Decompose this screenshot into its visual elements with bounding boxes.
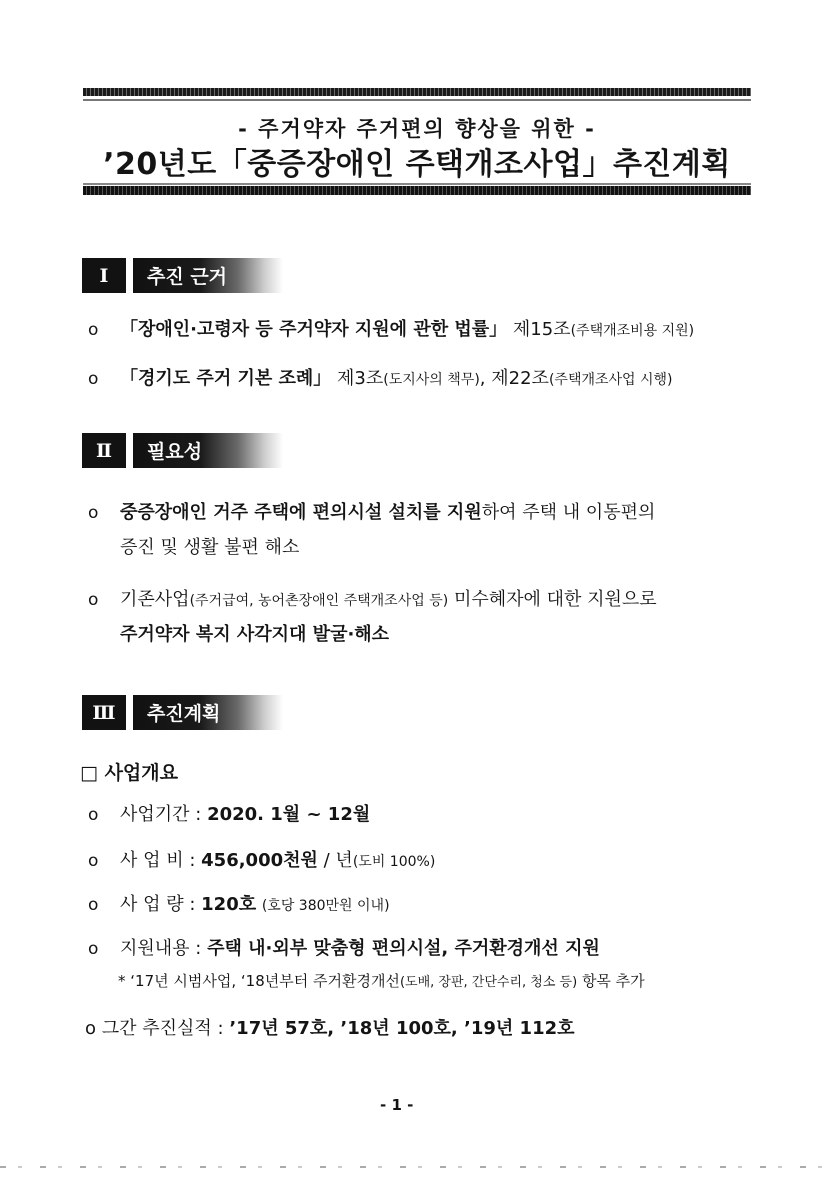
necessity-item-1: o 중증장애인 거주 주택에 편의시설 설치를 지원하여 주택 내 이동편의 [88, 502, 656, 523]
plan-item-period: o 사업기간 : 2020. 1월 ~ 12월 [88, 804, 371, 825]
necessity-item-1-cont: 증진 및 생활 불편 해소 [120, 537, 300, 558]
header-top-rule [83, 88, 751, 96]
section-title: 필요성 [133, 433, 283, 468]
section-2-heading [82, 433, 283, 468]
header-top-thin-rule [83, 99, 751, 101]
header-bottom-rule [83, 186, 751, 195]
section-1-heading [82, 258, 283, 293]
document-subtitle: - 주거약자 주거편의 향상을 위한 - [238, 117, 596, 141]
plan-item-content: o 지원내용 : 주택 내·외부 맞춤형 편의시설, 주거환경개선 지원 [88, 938, 600, 959]
section-number: Ⅰ [82, 258, 126, 293]
section-number: Ⅲ [82, 695, 126, 730]
necessity-item-2: o 기존사업(주거급여, 농어촌장애인 주택개조사업 등) 미수혜자에 대한 지원으로 [88, 589, 657, 610]
plan-item-quantity: o 사 업 량 : 120호 (호당 380만원 이내) [88, 894, 390, 915]
page-number: - 1 - [380, 1096, 414, 1114]
document-title: ’20년도「중증장애인 주택개조사업」추진계획 [103, 147, 731, 182]
section-title: 추진계획 [133, 695, 283, 730]
necessity-item-2-cont: 주거약자 복지 사각지대 발굴·해소 [120, 624, 390, 645]
basis-item-2: o 「경기도 주거 기본 조례」 제3조(도지사의 책무), 제22조(주택개조사업 시행) [88, 368, 673, 389]
section-title: 추진 근거 [133, 258, 283, 293]
basis-item-1: o 「장애인·고령자 등 주거약자 지원에 관한 법률」 제15조(주택개조비용 지원) [88, 319, 695, 340]
header-bottom-thin-rule [83, 183, 751, 185]
plan-item-budget: o 사 업 비 : 456,000천원 / 년(도비 100%) [88, 850, 436, 871]
plan-record: o 그간 추진실적 : ’17년 57호, ’18년 100호, ’19년 112호 [85, 1018, 575, 1039]
scan-footer-dots [0, 1166, 835, 1168]
plan-note: * ‘17년 시범사업, ‘18년부터 주거환경개선(도배, 장판, 간단수리, 청소 등) 항목 추가 [118, 972, 645, 990]
section-number: Ⅱ [82, 433, 126, 468]
section-3-heading [82, 695, 283, 730]
plan-heading: □ 사업개요 [80, 762, 178, 784]
